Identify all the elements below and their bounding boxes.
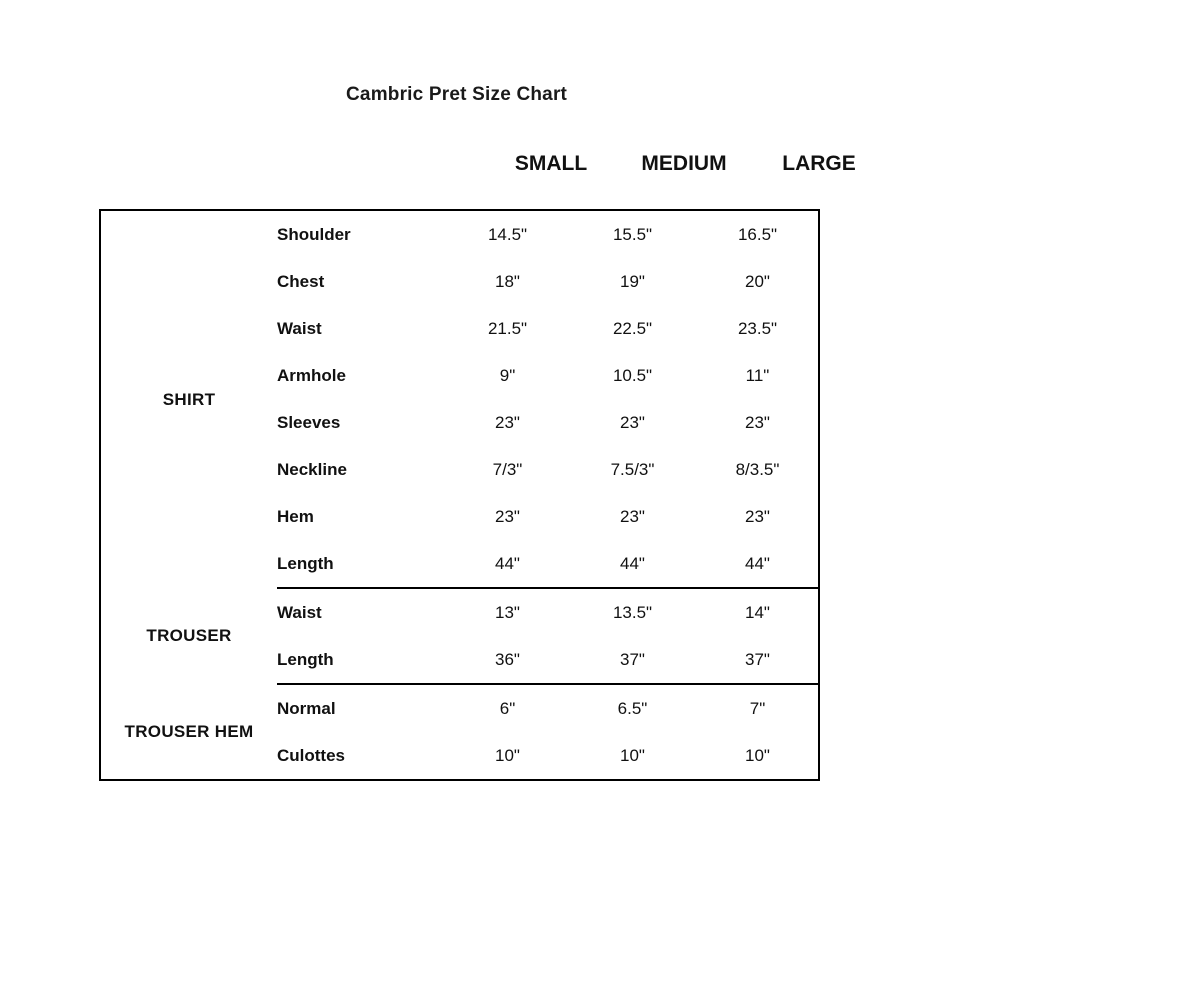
size-table [101, 211, 820, 779]
cell-waist-trouser-large: 14" [745, 602, 770, 622]
size-column-headers [99, 152, 856, 184]
cell-length-trouser-medium: 37" [570, 636, 695, 684]
cell-shoulder-large: 16.5" [737, 224, 778, 244]
size-table-body [101, 211, 820, 779]
cell-length-shirt-large: 44" [695, 540, 820, 588]
cell-waist-shirt-large: 23.5" [737, 318, 778, 338]
row-label-shoulder: Shoulder [277, 224, 351, 244]
page-title: Cambric Pret Size Chart [346, 84, 568, 105]
row-label-chest: Chest [277, 271, 325, 291]
cell-hem-small: 23" [495, 506, 520, 526]
table-row [101, 211, 820, 258]
row-label-length-trouser: Length [277, 636, 445, 684]
cell-armhole-medium: 10.5" [612, 365, 653, 385]
cell-sleeves-medium: 23" [620, 412, 645, 432]
cell-chest-large: 20" [745, 271, 770, 291]
cell-sleeves-small: 23" [495, 412, 520, 432]
cell-culottes-large: 10" [745, 745, 770, 765]
size-table-container [99, 209, 820, 781]
cell-neckline-small: 7/3" [492, 459, 523, 479]
row-label-neckline: Neckline [277, 459, 347, 479]
cell-shoulder-small: 14.5" [487, 224, 528, 244]
cell-normal-large: 7" [749, 698, 766, 718]
cell-shoulder-medium: 15.5" [612, 224, 653, 244]
cell-waist-trouser-medium: 13.5" [612, 602, 653, 622]
cell-length-shirt-medium: 44" [570, 540, 695, 588]
row-label-armhole: Armhole [277, 365, 346, 385]
cell-sleeves-large: 23" [745, 412, 770, 432]
column-header-medium: MEDIUM [641, 152, 727, 175]
cell-culottes-small: 10" [495, 745, 520, 765]
row-label-length-shirt: Length [277, 540, 445, 588]
group-label-trouser-hem: TROUSER HEM [124, 721, 254, 741]
cell-length-trouser-small: 36" [445, 636, 570, 684]
group-label-shirt: SHIRT [162, 389, 216, 409]
cell-hem-medium: 23" [620, 506, 645, 526]
group-label-trouser: TROUSER [146, 626, 232, 645]
cell-hem-large: 23" [745, 506, 770, 526]
cell-length-trouser-large: 37" [695, 636, 820, 684]
cell-armhole-large: 11" [745, 365, 770, 385]
table-row [101, 588, 820, 636]
row-label-normal: Normal [277, 698, 336, 718]
cell-culottes-medium: 10" [620, 745, 645, 765]
row-label-waist-trouser: Waist [277, 602, 322, 622]
cell-waist-shirt-medium: 22.5" [612, 318, 653, 338]
row-label-waist-shirt: Waist [277, 318, 322, 338]
column-header-large: LARGE [782, 152, 856, 175]
table-row [101, 684, 820, 732]
cell-waist-shirt-small: 21.5" [487, 318, 528, 338]
column-header-small: SMALL [514, 152, 588, 175]
cell-neckline-medium: 7.5/3" [610, 459, 655, 479]
cell-chest-medium: 19" [620, 271, 645, 291]
row-label-sleeves: Sleeves [277, 412, 341, 432]
cell-normal-small: 6" [499, 698, 516, 718]
cell-waist-trouser-small: 13" [495, 602, 520, 622]
cell-armhole-small: 9" [499, 365, 516, 385]
row-label-culottes: Culottes [277, 745, 345, 765]
cell-chest-small: 18" [495, 271, 520, 291]
cell-neckline-large: 8/3.5" [735, 459, 780, 479]
cell-normal-medium: 6.5" [617, 698, 648, 718]
row-label-hem: Hem [277, 506, 314, 526]
cell-length-shirt-small: 44" [445, 540, 570, 588]
